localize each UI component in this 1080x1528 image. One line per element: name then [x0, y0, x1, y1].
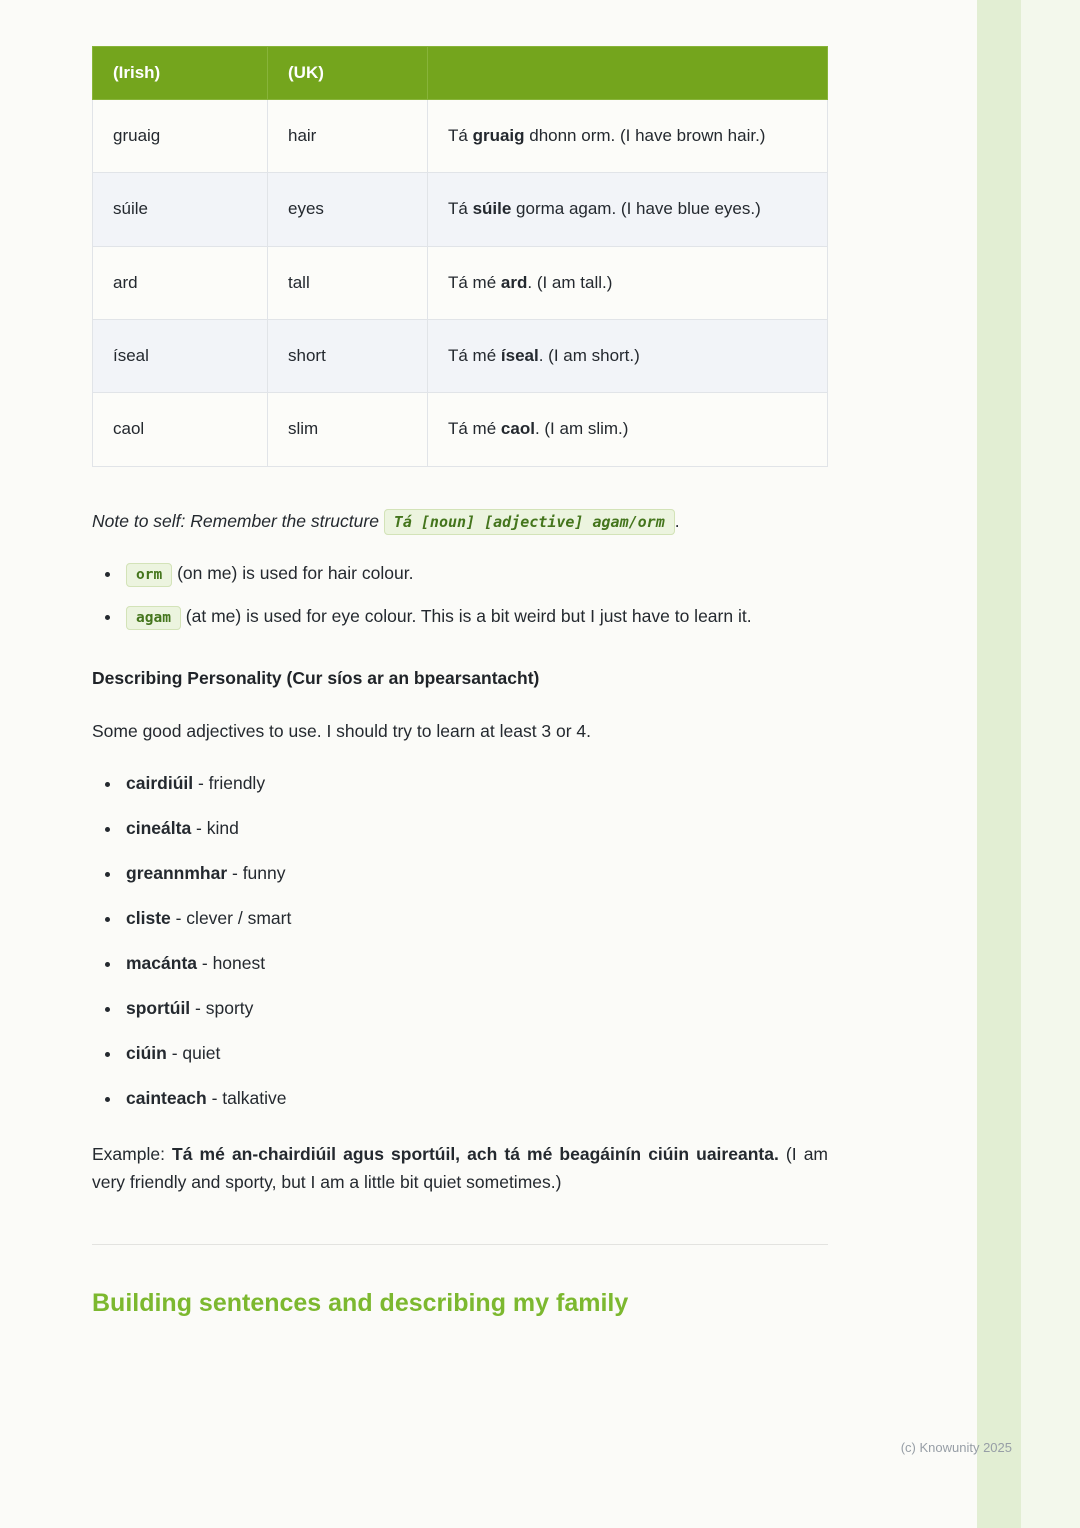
bullet-text: (on me) is used for hair colour. [177, 562, 414, 583]
example-bold-word: súile [472, 199, 512, 219]
example-bold-word: caol [500, 419, 535, 439]
irish-word: caol [93, 393, 268, 466]
table-row [93, 320, 828, 393]
col-header-example [428, 47, 828, 100]
example-post: dhonn orm. (I have brown hair.) [524, 126, 766, 145]
list-item [122, 859, 828, 887]
adjective-word: cliste [126, 908, 171, 929]
example-bold-word: ard [500, 272, 528, 292]
list-item [122, 602, 828, 630]
note-period: . [674, 510, 680, 531]
example-pre: Tá mé [448, 272, 501, 292]
example-post: gorma agam. (I have blue eyes.) [511, 199, 761, 219]
uk-word: eyes [268, 173, 428, 246]
example-pre: Tá mé [448, 419, 501, 439]
example-label: Example: [92, 1144, 173, 1165]
adjective-meaning: - quiet [166, 1043, 221, 1064]
example-sentence [428, 246, 828, 319]
example-post: . (I am tall.) [527, 272, 613, 292]
adjective-meaning: - honest [197, 953, 266, 974]
adjective-list [92, 769, 828, 1112]
list-item [122, 559, 828, 587]
adjective-meaning: - friendly [193, 773, 266, 794]
structure-code-chip: Tá [noun] [adjective] agam/orm [384, 509, 675, 535]
table-row [93, 393, 828, 466]
table-header-row [93, 47, 828, 100]
footer-credit: (c) Knowunity 2025 [900, 1440, 1012, 1455]
example-post: . (I am slim.) [534, 419, 629, 439]
section-heading: Building sentences and describing my family [92, 1289, 629, 1318]
adjective-word: cineálta [126, 818, 192, 839]
example-pre: Tá [448, 126, 473, 145]
list-item [122, 1084, 828, 1112]
uk-word: short [268, 320, 428, 393]
list-item [122, 949, 828, 977]
adjective-word: greannmhar [126, 863, 228, 884]
uk-word: tall [268, 246, 428, 319]
adjective-word: cainteach [126, 1088, 207, 1109]
list-item [122, 994, 828, 1022]
list-item [122, 904, 828, 932]
adjective-word: ciúin [126, 1043, 167, 1064]
irish-word: íseal [93, 320, 268, 393]
example-bold-word: gruaig [472, 126, 525, 145]
list-item [122, 1039, 828, 1067]
example-pre: Tá [448, 199, 473, 219]
note-to-self [92, 507, 828, 535]
example-paragraph [92, 1140, 828, 1196]
example-pre: Tá mé [448, 346, 501, 366]
orm-code-chip: orm [126, 563, 172, 587]
table-row [93, 173, 828, 246]
bullet-text: (at me) is used for eye colour. This is a bit weird but I just have to learn it. [185, 605, 752, 626]
example-sentence [428, 320, 828, 393]
example-post: . (I am short.) [538, 346, 640, 366]
personality-intro: Some good adjectives to use. I should try to learn at least 3 or 4. [92, 721, 592, 742]
table-row [93, 100, 828, 173]
adjective-word: cairdiúil [126, 773, 194, 794]
example-translation: (I am very friendly and sporty, but I am a little bit quiet sometimes.) [92, 1144, 828, 1193]
example-bold-word: íseal [500, 346, 539, 366]
uk-word: slim [268, 393, 428, 466]
adjective-meaning: - clever / smart [170, 908, 292, 929]
section-divider [92, 1244, 828, 1245]
adjective-meaning: - funny [227, 863, 286, 884]
page-edge-stripe [977, 0, 1021, 1528]
vocab-table [92, 46, 828, 467]
col-header-uk: (UK) [268, 47, 428, 100]
example-sentence [428, 393, 828, 466]
list-item [122, 769, 828, 797]
irish-word: gruaig [93, 100, 268, 173]
adjective-meaning: - kind [191, 818, 239, 839]
personality-heading: Describing Personality (Cur síos ar an bpearsantacht) [92, 668, 540, 689]
example-sentence [428, 100, 828, 173]
example-irish-sentence: Tá mé an-chairdiúil agus sportúil, ach tá mé beagáinín ciúin uaireanta. [172, 1144, 779, 1165]
uk-word: hair [268, 100, 428, 173]
list-item [122, 814, 828, 842]
example-sentence [428, 173, 828, 246]
adjective-word: sportúil [126, 998, 191, 1019]
irish-word: súile [93, 173, 268, 246]
page-edge-band [1020, 0, 1080, 1528]
adjective-meaning: - sporty [190, 998, 254, 1019]
grammar-bullet-list [92, 559, 828, 630]
irish-word: ard [93, 246, 268, 319]
col-header-irish: (Irish) [93, 47, 268, 100]
note-text: Note to self: Remember the structure [92, 510, 379, 531]
adjective-meaning: - talkative [206, 1088, 287, 1109]
table-row [93, 246, 828, 319]
adjective-word: macánta [126, 953, 198, 974]
agam-code-chip: agam [126, 606, 181, 630]
